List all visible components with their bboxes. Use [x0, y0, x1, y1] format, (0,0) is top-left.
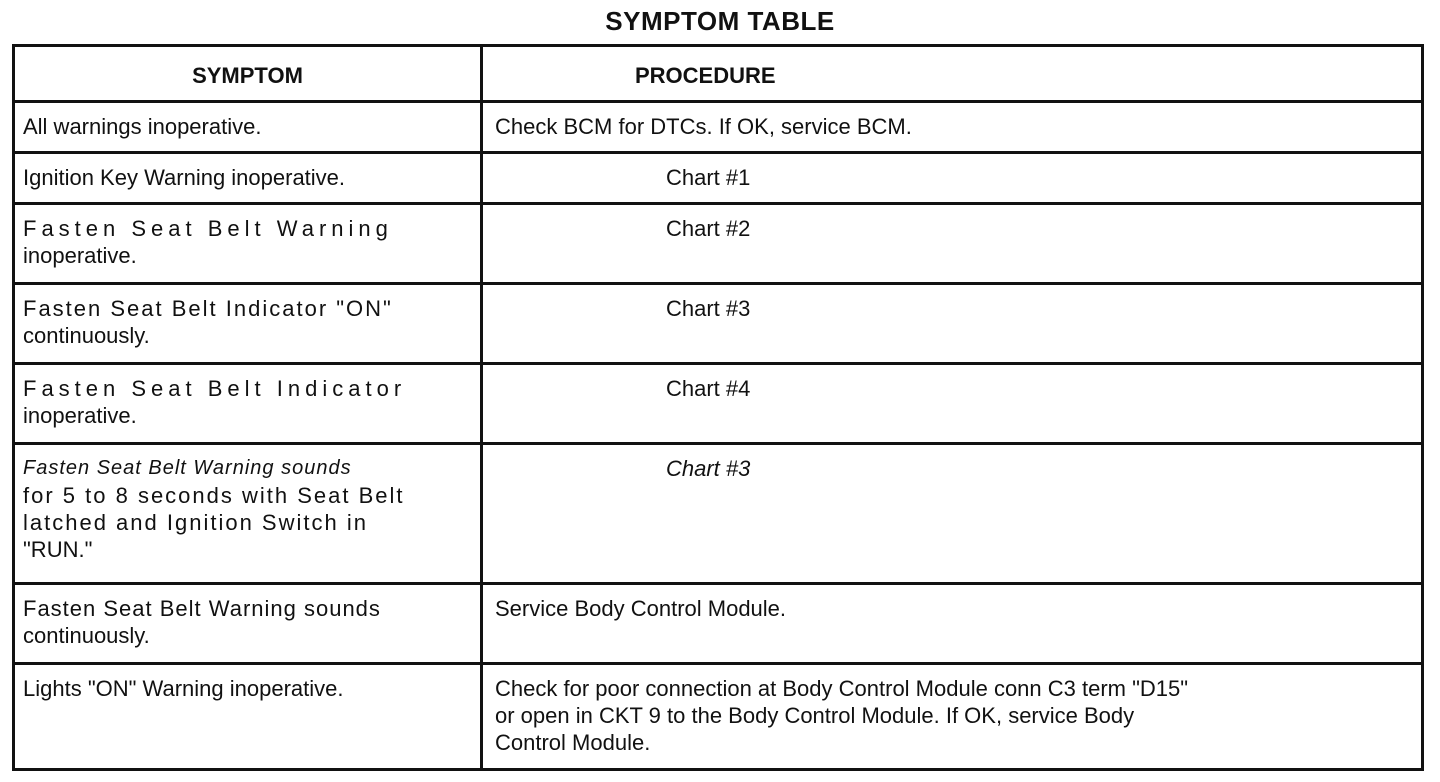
procedure-cell: [483, 665, 1421, 768]
symptom-text-line: Fasten Seat Belt Indicator: [23, 376, 407, 401]
symptom-cell: [15, 285, 483, 362]
procedure-cell: Chart #2: [666, 216, 751, 241]
symptom-text-line: "RUN.": [23, 537, 93, 562]
column-header-procedure: PROCEDURE: [635, 63, 776, 88]
symptom-text-line: continuously.: [23, 323, 150, 348]
symptom-text-line: continuously.: [23, 623, 150, 648]
symptom-cell: Ignition Key Warning inoperative.: [15, 154, 483, 202]
table-row: [15, 285, 1421, 365]
symptom-text-line: Fasten Seat Belt Indicator "ON": [23, 296, 393, 321]
procedure-cell: Chart #1: [666, 165, 751, 190]
procedure-cell: Check BCM for DTCs. If OK, service BCM.: [495, 114, 912, 139]
symptom-text-line: Fasten Seat Belt Warning sounds: [23, 457, 352, 479]
table-row: [15, 205, 1421, 285]
table-row: [15, 445, 1421, 585]
column-header-symptom: SYMPTOM: [15, 47, 483, 100]
symptom-text-line: latched and Ignition Switch in: [23, 510, 368, 535]
symptom-text-line: for 5 to 8 seconds with Seat Belt: [23, 483, 405, 508]
symptom-text-line: inoperative.: [23, 243, 137, 268]
symptom-cell: [15, 365, 483, 442]
table-row: [15, 665, 1421, 768]
table-row: [15, 103, 1421, 154]
procedure-cell: Chart #4: [666, 376, 751, 401]
procedure-text-line: Control Module.: [495, 730, 651, 755]
symptom-cell: Lights "ON" Warning inoperative.: [15, 665, 483, 768]
procedure-cell: Chart #3: [666, 456, 751, 481]
symptom-cell: All warnings inoperative.: [15, 103, 483, 151]
procedure-cell: Service Body Control Module.: [495, 596, 787, 621]
symptom-text-line: inoperative.: [23, 403, 137, 428]
symptom-text-line: Fasten Seat Belt Warning sounds: [23, 596, 381, 621]
table-row: [15, 585, 1421, 665]
procedure-cell: Chart #3: [666, 296, 751, 321]
table-title: SYMPTOM TABLE: [605, 6, 835, 36]
symptom-cell: [15, 585, 483, 662]
procedure-text-line: Check for poor connection at Body Control Module conn C3 term "D15": [495, 676, 1189, 701]
symptom-text-line: Fasten Seat Belt Warning: [23, 216, 393, 241]
symptom-cell: [15, 445, 483, 582]
table-row: [15, 154, 1421, 205]
table-row: [15, 365, 1421, 445]
symptom-cell: [15, 205, 483, 282]
symptom-table: [12, 44, 1424, 771]
table-header-row: [15, 47, 1421, 103]
procedure-text-line: or open in CKT 9 to the Body Control Module. If OK, service Body: [495, 703, 1135, 728]
